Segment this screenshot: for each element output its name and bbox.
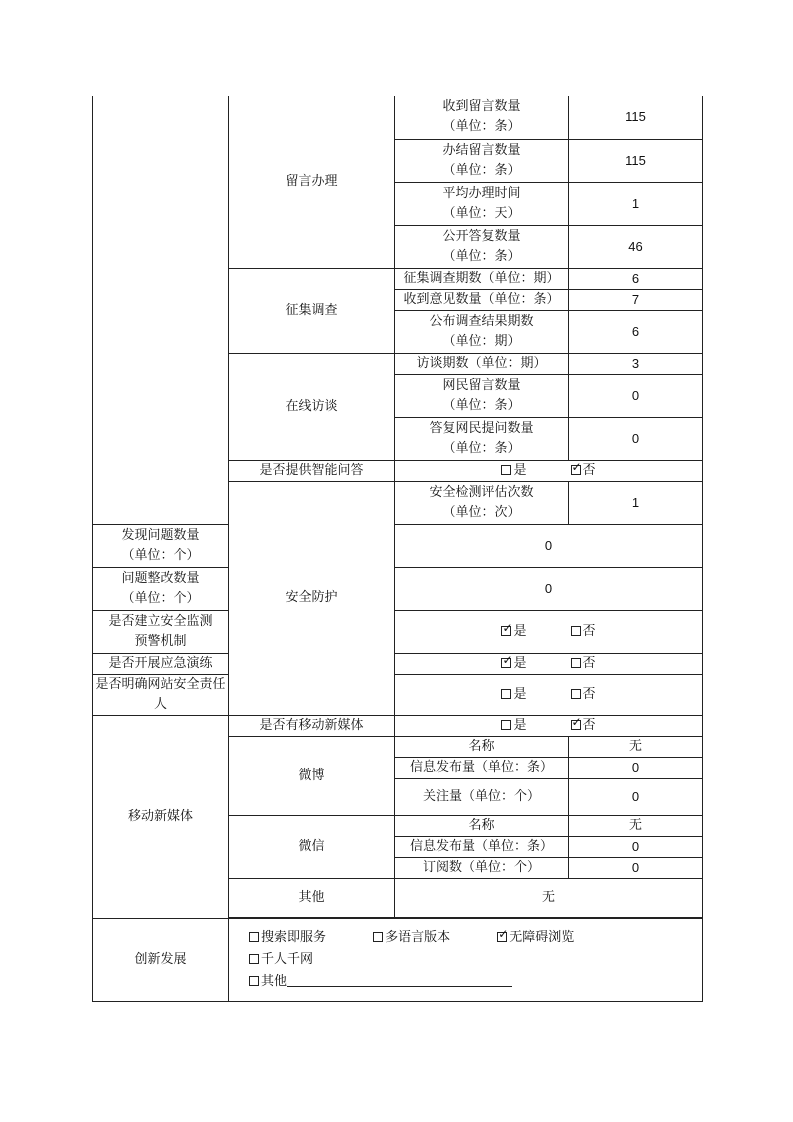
- field-label: 网民留言数量 （单位：条）: [395, 374, 569, 417]
- innovation-option[interactable]: ✓ 无障碍浏览: [497, 927, 617, 949]
- checkbox-no[interactable]: [571, 658, 581, 668]
- field-value: 0: [569, 374, 703, 417]
- field-value: 0: [395, 567, 703, 610]
- field-value: 1: [569, 182, 703, 225]
- field-value: 115: [569, 96, 703, 139]
- field-label: 名称: [395, 815, 569, 836]
- field-value: 3: [569, 353, 703, 374]
- has-media-choice: 是✓ 否: [395, 715, 703, 736]
- innovation-option[interactable]: 千人千网: [249, 949, 369, 971]
- group-label-other: 其他: [229, 878, 395, 917]
- checkbox[interactable]: [497, 932, 507, 942]
- other-blank-line[interactable]: [287, 972, 512, 987]
- field-label-monitor: 是否建立安全监测 预警机制: [93, 610, 229, 653]
- field-value: 7: [569, 289, 703, 310]
- innovation-option[interactable]: 多语言版本: [373, 927, 493, 949]
- field-value: 0: [569, 857, 703, 878]
- field-value: 1: [569, 481, 703, 524]
- monitor-choice: ✓是 否: [395, 610, 703, 653]
- field-label-smart-qa: 是否提供智能问答: [229, 460, 395, 481]
- field-value: 0: [569, 757, 703, 778]
- field-value: 46: [569, 225, 703, 268]
- field-label: 安全检测评估次数 （单位：次）: [395, 481, 569, 524]
- innovation-options: [229, 918, 703, 1001]
- group-label-message: 留言办理: [229, 96, 395, 268]
- field-label: 征集调查期数（单位：期）: [395, 268, 569, 289]
- group-label-survey: 征集调查: [229, 268, 395, 353]
- checkbox-no[interactable]: [571, 626, 581, 636]
- field-value: 无: [569, 815, 703, 836]
- field-label: 访谈期数（单位：期）: [395, 353, 569, 374]
- field-label: 订阅数（单位：个）: [395, 857, 569, 878]
- checkbox-yes[interactable]: [501, 720, 511, 730]
- field-value: 0: [395, 524, 703, 567]
- checkbox-yes[interactable]: [501, 465, 511, 475]
- checkbox[interactable]: [249, 954, 259, 964]
- field-label: 收到意见数量（单位：条）: [395, 289, 569, 310]
- field-label: 发现问题数量 （单位：个）: [93, 524, 229, 567]
- checkbox[interactable]: [249, 976, 259, 986]
- innovation-option[interactable]: 搜索即服务: [249, 927, 369, 949]
- checkbox-yes[interactable]: [501, 658, 511, 668]
- field-label: 公开答复数量 （单位：条）: [395, 225, 569, 268]
- field-value: 0: [569, 417, 703, 460]
- responsibility-choice: 是 否: [395, 674, 703, 715]
- checkbox[interactable]: [373, 932, 383, 942]
- field-label: 公布调查结果期数 （单位：期）: [395, 310, 569, 353]
- drill-choice: ✓ 是 否: [395, 653, 703, 674]
- checkbox-no[interactable]: [571, 720, 581, 730]
- field-label-has-media: 是否有移动新媒体: [229, 715, 395, 736]
- section-label-media: 移动新媒体: [93, 715, 229, 918]
- checkbox-no[interactable]: [571, 465, 581, 475]
- field-value: 6: [569, 268, 703, 289]
- innovation-option-other[interactable]: 其他: [249, 971, 287, 993]
- field-value: 无: [395, 878, 703, 917]
- section-label-security: 安全防护: [229, 481, 395, 715]
- checkbox-yes[interactable]: [501, 626, 511, 636]
- field-label: 答复网民提问数量 （单位：条）: [395, 417, 569, 460]
- field-label: 关注量（单位：个）: [395, 778, 569, 815]
- field-value: 6: [569, 310, 703, 353]
- section-label-innovation: 创新发展: [93, 918, 229, 1001]
- group-label-wechat: 微信: [229, 815, 395, 878]
- website-report-table: [92, 96, 703, 1002]
- field-value: 无: [569, 736, 703, 757]
- field-label: 信息发布量（单位：条）: [395, 757, 569, 778]
- field-label: 办结留言数量 （单位：条）: [395, 139, 569, 182]
- field-label: 名称: [395, 736, 569, 757]
- field-label: 收到留言数量 （单位：条）: [395, 96, 569, 139]
- field-label-drill: 是否开展应急演练: [93, 653, 229, 674]
- field-value: 115: [569, 139, 703, 182]
- group-label-interview: 在线访谈: [229, 353, 395, 460]
- field-label: 问题整改数量 （单位：个）: [93, 567, 229, 610]
- field-label: 平均办理时间 （单位：天）: [395, 182, 569, 225]
- field-label-responsibility: 是否明确网站安全责任人: [93, 674, 229, 715]
- checkbox[interactable]: [249, 932, 259, 942]
- field-value: 0: [569, 836, 703, 857]
- checkbox-yes[interactable]: [501, 689, 511, 699]
- checkbox-no[interactable]: [571, 689, 581, 699]
- smart-qa-choice: 是✓ 否: [395, 460, 703, 481]
- field-label: 信息发布量（单位：条）: [395, 836, 569, 857]
- field-value: 0: [569, 778, 703, 815]
- group-label-weibo: 微博: [229, 736, 395, 815]
- section-cell-interaction: [93, 96, 229, 524]
